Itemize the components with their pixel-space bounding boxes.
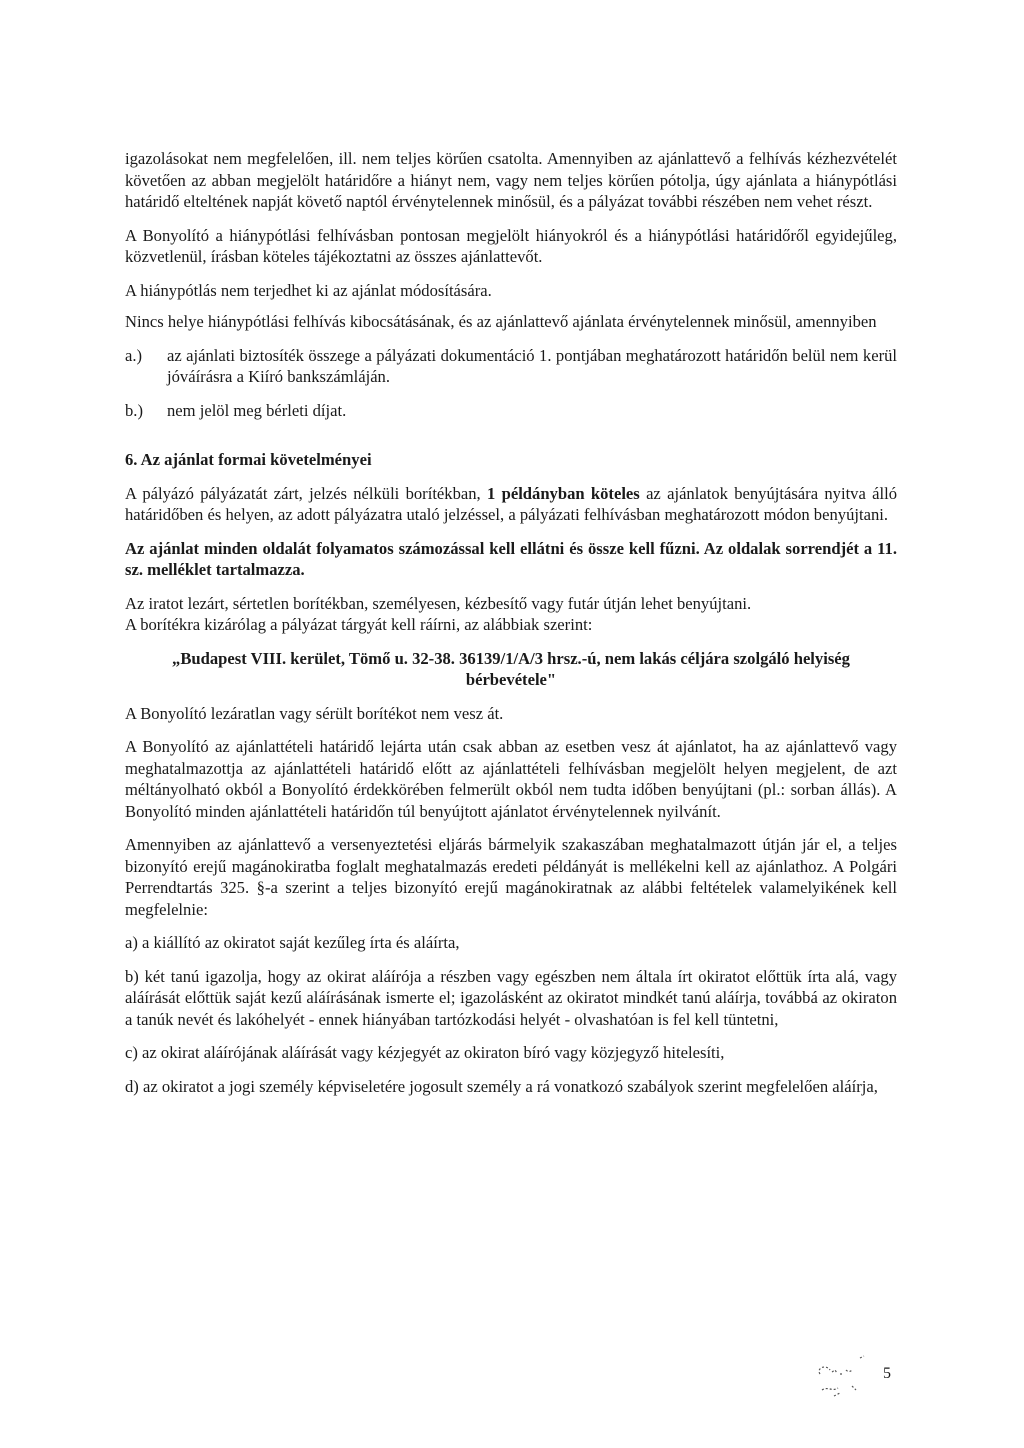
list-marker: a.): [125, 345, 143, 365]
text-run-bold: 1 példányban köteles: [487, 483, 640, 503]
list-item: c) az okirat aláírójának aláírását vagy kézjegyét az okiraton bíró vagy közjegyző hitelesíti,: [125, 1043, 725, 1062]
envelope-title: „Budapest VIII. kerület, Tömő u. 32-38. 36139/1/A/3 hrsz.-ú, nem lakás céljára szolgáló helyiség bérbevétele": [172, 648, 850, 689]
paragraph-envelope-label: A borítékra kizárólag a pályázat tárgyát kell ráírni, az alábbiak szerint:: [125, 615, 593, 634]
paragraph-no-modification: A hiánypótlás nem terjedhet ki az ajánlat módosítására.: [125, 280, 492, 300]
text-run: az ajánlatok benyújtására nyitva álló határidőben és helyen, az adott pályázatra utaló jelzéssel, a pályázati felhívásban meghatározott módon benyújtani.: [125, 483, 898, 524]
list-item: a) a kiállító az okiratot saját kezűleg írta és aláírta,: [125, 933, 460, 952]
paragraph-no-remedy: Nincs helye hiánypótlási felhívás kibocsátásának, és az ajánlattevő ajánlata érvénytelennek minősül, amennyiben: [125, 312, 877, 331]
list-item: [125, 400, 897, 422]
list-marker: b.): [125, 400, 143, 420]
paragraph-missing-documents: igazolásokat nem megfelelően, ill. nem teljes körűen csatolta. Amennyiben az ajánlattevő a felhívás kézhezvételét követően az abban megjelölt határidőre a hiányt nem, vagy nem teljes körűen pótolja, úgy ajánlata a hiánypótlási határidő elteltének napját követő naptól érvénytelennek minősül, és a pályázat további részében nem vehet részt.: [125, 149, 897, 211]
list-text: nem jelöl meg bérleti díjat.: [167, 400, 347, 420]
paragraph-envelope: Az iratot lezárt, sértetlen borítékban, személyesen, kézbesítő vagy futár útján lehet benyújtani.: [125, 593, 752, 613]
list-text: az ajánlati biztosíték összege a pályázati dokumentáció 1. pontjában meghatározott határidőn belül nem kerül jóváírásra a Kiíró bankszámláján.: [167, 345, 897, 386]
paragraph-authorization: Amennyiben az ajánlattevő a versenyeztetési eljárás bármelyik szakaszában meghatalmazott útján jár el, a teljes bizonyító erejű magánokiratba foglalt meghatalmazás eredeti példányát is mellékelni kell az ajánlathoz. A Polgári Perrendtartás 325. §-a szerint a teljes bizonyító erejű magánokiratnak az alábbi feltételek valamelyikének kell megfelelnie:: [125, 835, 897, 919]
list-item: [125, 345, 897, 388]
paragraph-submission: [125, 483, 897, 526]
paragraph-late-submission: A Bonyolító az ajánlattételi határidő lejárta után csak abban az esetben vesz át ajánlatot, ha az ajánlattevő vagy meghatalmazottja az ajánlattételi határidő előtt az ajánlattételi felhívásban megjelölt helyen megjelent, de azt méltányolható okból a Bonyolító érdekkörében felmerült okból nem tudta időben benyújtani (pl.: sorban állás). A Bonyolító minden ajánlattételi határidőn túl benyújtott ajánlatot érvénytelennek nyilvánít.: [125, 737, 897, 821]
document-body: [125, 148, 897, 1109]
page-number: 5: [883, 1365, 891, 1382]
signature-scribble: [812, 1352, 882, 1402]
section-heading: 6. Az ajánlat formai követelményei: [125, 450, 372, 469]
list-item: d) az okiratot a jogi személy képviseletére jogosult személy a rá vonatkozó szabályok szerint megfelelően aláírja,: [125, 1076, 878, 1096]
paragraph-damaged-envelope: A Bonyolító lezáratlan vagy sérült borítékot nem vesz át.: [125, 703, 504, 723]
list-item: b) két tanú igazolja, hogy az okirat aláírója a részben vagy egészben nem általa írt okiratot előttük írta alá, vagy aláírását előttük saját kezű aláírásának ismerte el; igazolásként az okiratot mindkét tanú aláírja, továbbá az okiraton a tanúk nevét és lakóhelyét - ennek hiányában tartózkodási helyét - olvashatóan is fel kell tüntetni,: [125, 966, 897, 1029]
paragraph-notification: A Bonyolító a hiánypótlási felhívásban pontosan megjelölt hiányokról és a hiánypótlási határidőről egyidejűleg, közvetlenül, írásban köteles tájékoztatni az összes ajánlattevőt.: [125, 225, 897, 266]
paragraph-numbering: Az ajánlat minden oldalát folyamatos számozással kell ellátni és össze kell fűzni. Az oldalak sorrendjét a 11. sz. melléklet tartalmazza.: [125, 538, 897, 579]
text-run: A pályázó pályázatát zárt, jelzés nélküli borítékban,: [125, 483, 487, 503]
